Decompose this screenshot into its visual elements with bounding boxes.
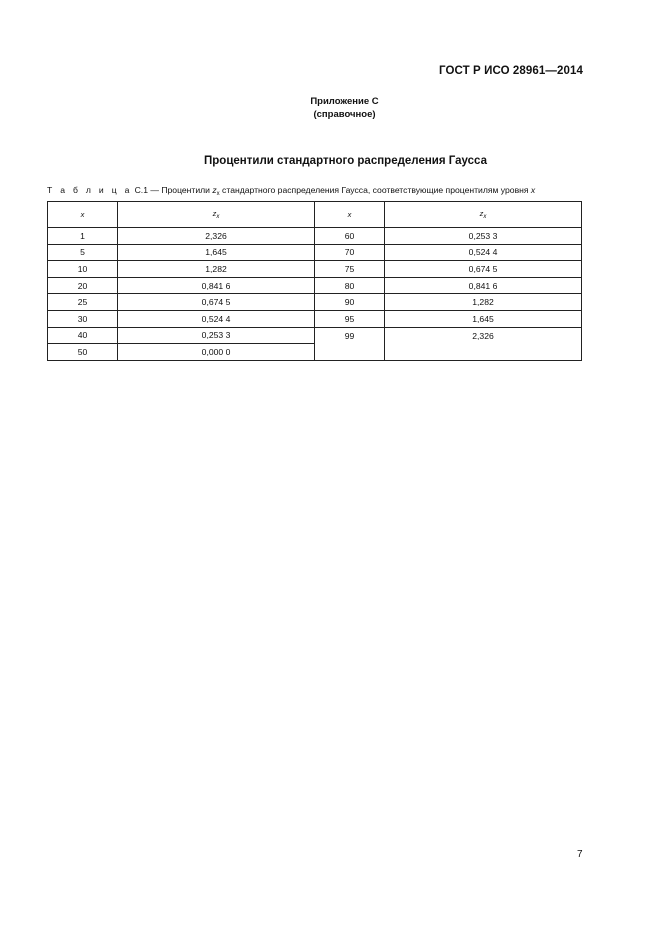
table-row (48, 310, 582, 327)
table-row (48, 294, 582, 311)
cell-x-left: 10 (48, 261, 118, 278)
cell-z-left: 1,282 (118, 261, 315, 278)
table-row (48, 277, 582, 294)
header-z-left (118, 202, 315, 228)
caption-number: С.1 (134, 185, 148, 195)
cell-z-right: 0,253 3 (385, 228, 582, 245)
cell-x-right: 99 (314, 327, 384, 360)
cell-x-right: 80 (314, 277, 384, 294)
caption-var: z (212, 185, 217, 195)
cell-z-left: 0,841 6 (118, 277, 315, 294)
caption-sub: x (216, 191, 220, 197)
table-header-row (48, 202, 582, 228)
header-x-right: x (314, 202, 384, 228)
cell-z-left: 2,326 (118, 228, 315, 245)
cell-z-left: 1,645 (118, 244, 315, 261)
percentile-table (47, 201, 582, 361)
cell-z-left: 0,000 0 (118, 344, 315, 361)
header-x-left: x (48, 202, 118, 228)
table-caption (47, 185, 587, 197)
page-number: 7 (577, 849, 583, 860)
annex-note: (справочное) (313, 109, 376, 120)
cell-x-right: 95 (314, 310, 384, 327)
section-title: Процентили стандартного распределения Гаусса (204, 155, 487, 167)
cell-x-left: 20 (48, 277, 118, 294)
cell-z-right: 1,282 (385, 294, 582, 311)
cell-z-right: 0,674 5 (385, 261, 582, 278)
cell-x-left: 1 (48, 228, 118, 245)
caption-prefix: Т а б л и ц а (47, 185, 133, 195)
cell-z-right: 1,645 (385, 310, 582, 327)
annex-heading (0, 95, 661, 121)
cell-z-left: 0,524 4 (118, 310, 315, 327)
header-z-left-var: z (212, 209, 217, 218)
cell-x-right: 60 (314, 228, 384, 245)
cell-z-right: 2,326 (385, 327, 582, 360)
header-z-left-sub: x (216, 214, 220, 220)
caption-text-2: стандартного распределения Гаусса, соответствующие процентилям уровня (219, 185, 531, 195)
cell-z-left: 0,674 5 (118, 294, 315, 311)
cell-x-left: 50 (48, 344, 118, 361)
table-row (48, 244, 582, 261)
cell-x-left: 5 (48, 244, 118, 261)
cell-z-right: 0,841 6 (385, 277, 582, 294)
table-row (48, 261, 582, 278)
cell-x-left: 30 (48, 310, 118, 327)
header-z-right (385, 202, 582, 228)
table-row (48, 327, 582, 344)
caption-var-end: x (530, 185, 536, 195)
table-row (48, 228, 582, 245)
cell-x-right: 90 (314, 294, 384, 311)
cell-x-right: 75 (314, 261, 384, 278)
standard-code: ГОСТ Р ИСО 28961—2014 (438, 65, 583, 77)
header-z-right-var: z (479, 209, 484, 218)
cell-z-right: 0,524 4 (385, 244, 582, 261)
cell-x-left: 40 (48, 327, 118, 344)
cell-x-right: 70 (314, 244, 384, 261)
cell-x-left: 25 (48, 294, 118, 311)
header-z-right-sub: x (483, 214, 487, 220)
annex-title: Приложение С (310, 96, 379, 107)
caption-text-1: — Процентили (147, 185, 213, 195)
cell-z-left: 0,253 3 (118, 327, 315, 344)
